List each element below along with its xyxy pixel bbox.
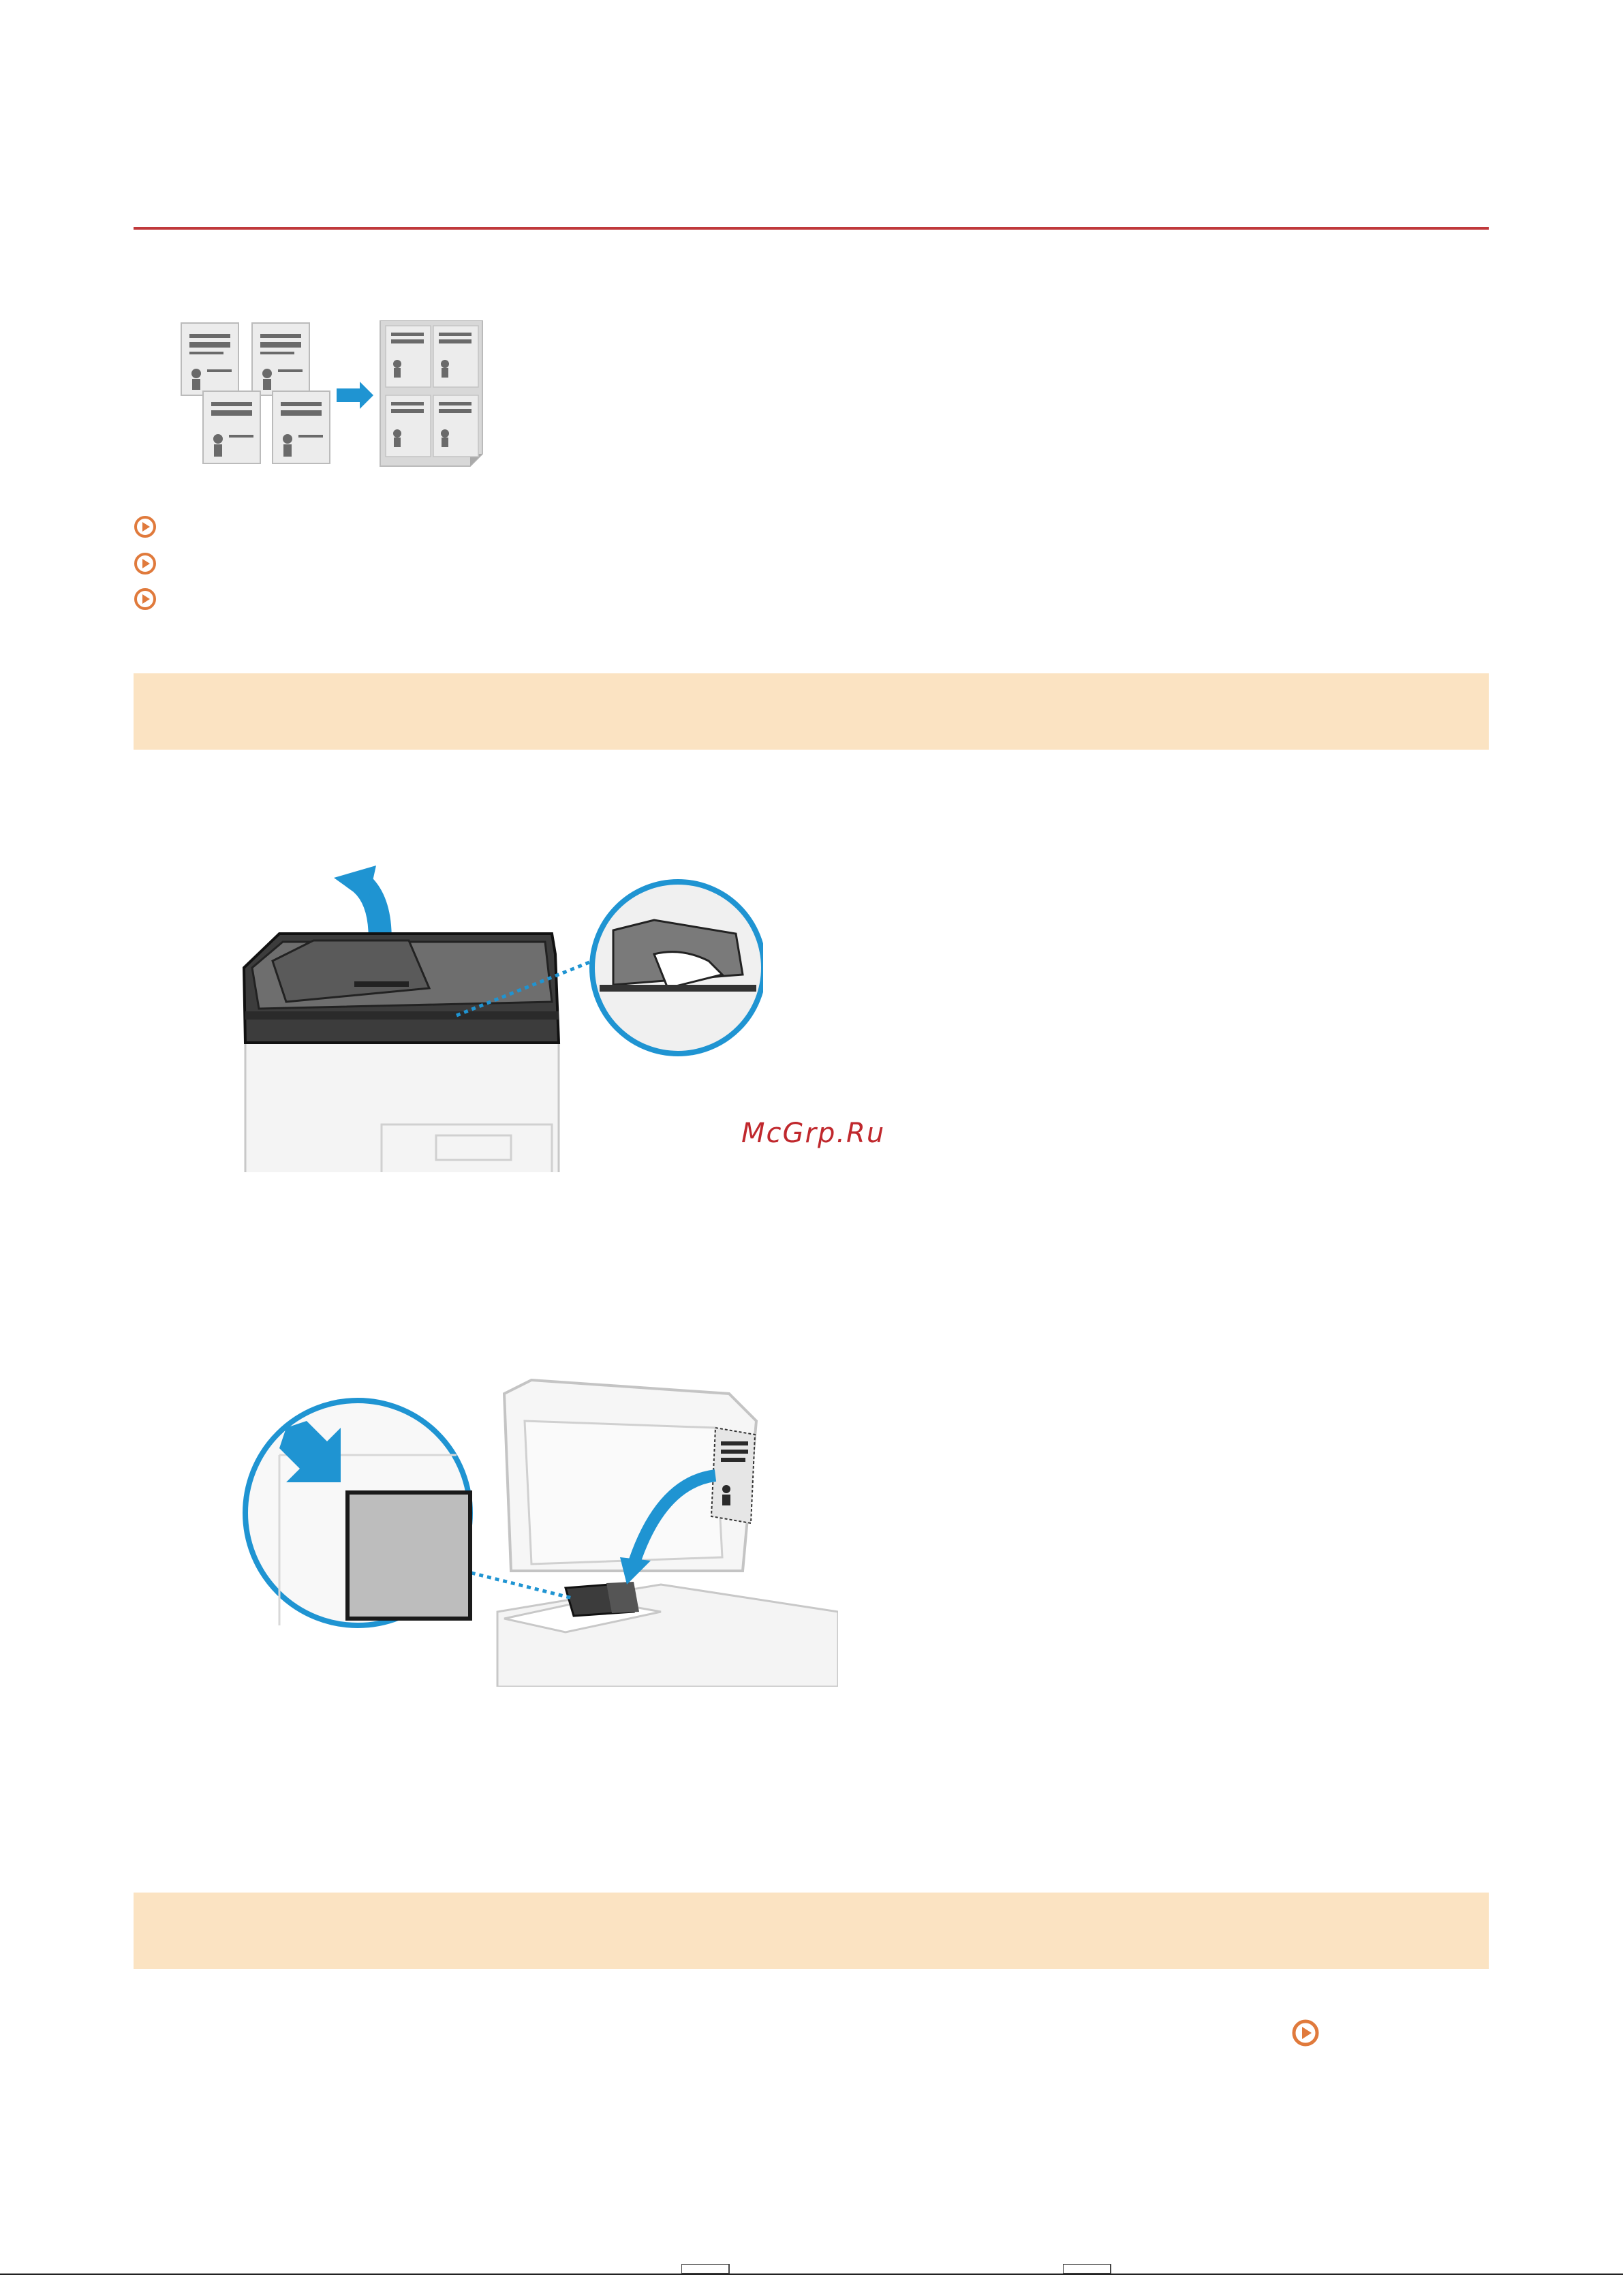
n-on-1-copy-illustration [176,320,489,470]
related-link[interactable] [134,552,157,575]
related-link[interactable] [134,587,157,611]
reference-link[interactable] [1291,2019,1320,2047]
circle-arrow-icon [134,587,157,611]
open-feeder-illustration [232,866,763,1172]
watermark: McGrp.Ru [741,1118,886,1149]
circle-arrow-icon [134,515,157,538]
footer-crop-mark [1063,2264,1117,2274]
section-heading-band [134,1893,1489,1969]
footer-rule [0,2274,1623,2275]
section-heading-band [134,673,1489,750]
place-original-illustration [238,1366,838,1687]
circle-arrow-icon [1291,2019,1320,2047]
title-rule [134,227,1489,230]
circle-arrow-icon [134,552,157,575]
footer-crop-mark [681,2264,736,2274]
related-link[interactable] [134,515,157,538]
